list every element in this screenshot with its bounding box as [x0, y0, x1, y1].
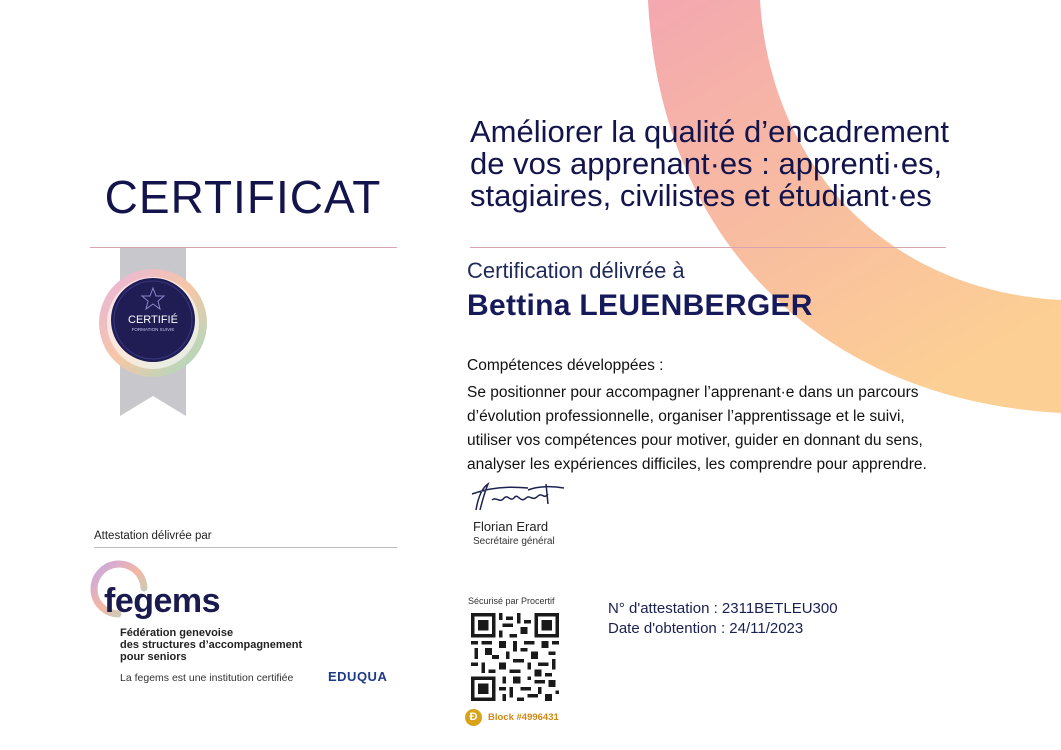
issuer-name-line2: des structures d’accompagnement — [120, 639, 303, 651]
badge-line1: CERTIFIÉ — [128, 314, 178, 326]
course-title: Améliorer la qualité d’encadrement de vos apprenant·es : apprenti·es, stagiaires, civilistes et étudiant·es — [470, 114, 950, 213]
certified-badge-icon — [98, 248, 210, 418]
fegems-logo-text: fegems — [104, 582, 221, 620]
divider — [470, 247, 946, 248]
attestation-number: N° d'attestation : 2311BETLEU300 — [608, 600, 838, 617]
signer-name: Florian Erard — [473, 519, 549, 534]
issuer-certified-note: La fegems est une institution certifiée — [120, 672, 294, 684]
secured-by-label: Sécurisé par Procertif — [468, 596, 555, 606]
certificate-heading: CERTIFICAT — [104, 171, 382, 223]
skills-heading: Compétences développées : — [467, 357, 664, 374]
recipient-name: Bettina LEUENBERGER — [467, 289, 813, 322]
qr-code[interactable] — [471, 613, 559, 701]
issued-to-label: Certification délivrée à — [467, 258, 685, 283]
dogecoin-icon: Ð — [465, 709, 482, 726]
signature-image — [468, 478, 568, 518]
date-obtained: Date d'obtention : 24/11/2023 — [608, 620, 804, 637]
badge-line2: FORMATION SUIVIE — [131, 327, 175, 332]
divider — [94, 547, 397, 548]
issuer-name-line1: Fédération genevoise — [120, 627, 234, 639]
signer-role: Secrétaire général — [473, 536, 555, 547]
skills-text: Se positionner pour accompagner l’apprenant·e dans un parcours d’évolution professionnelle, organiser l’apprentissage et le suivi, utiliser vos compétences pour motiver, guider en donnant du sens, analyser les expériences difficiles, les comprendre pour apprendre. — [467, 384, 927, 473]
block-label[interactable]: Block #4996431 — [488, 712, 559, 723]
eduqua-logo: EDUQUA — [328, 669, 388, 684]
issuer-name-line3: pour seniors — [120, 651, 187, 663]
attestation-by-label: Attestation délivrée par — [94, 530, 212, 542]
